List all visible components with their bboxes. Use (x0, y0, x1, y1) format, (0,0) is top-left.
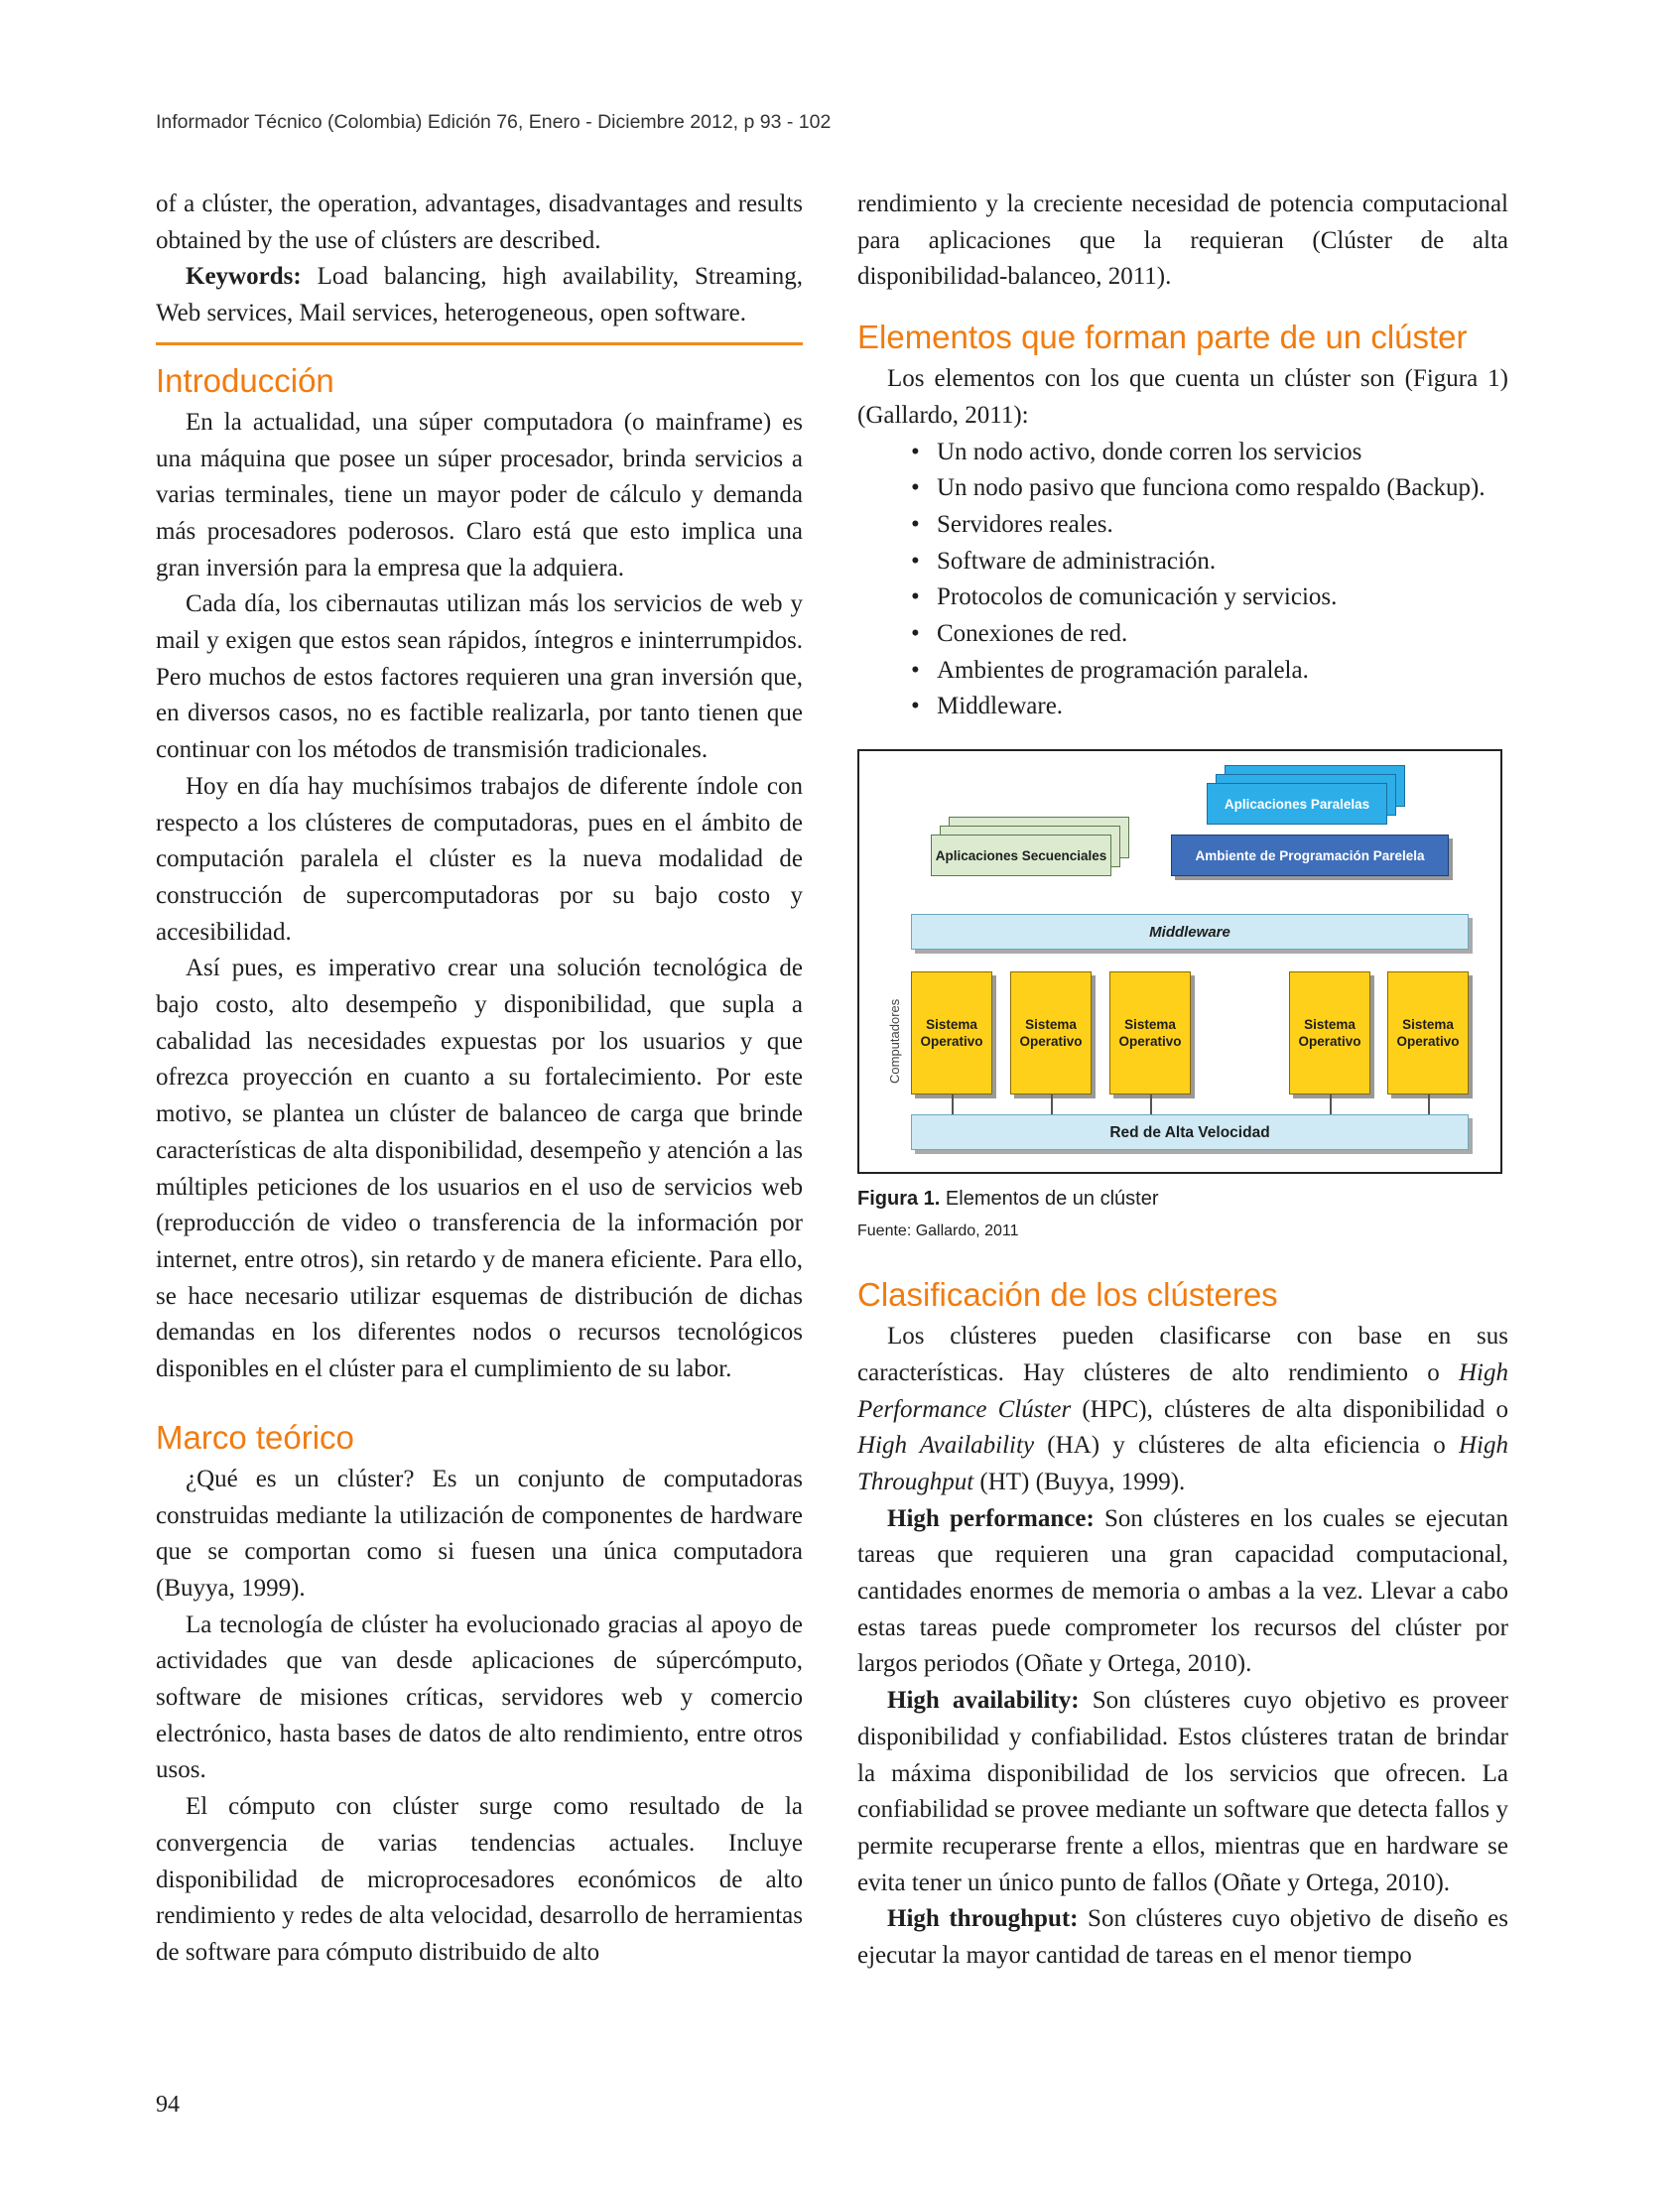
sistema-operativo-box: Sistema Operativo (1387, 971, 1469, 1094)
continuation-paragraph: rendimiento y la creciente necesidad de potencia computacional para aplicaciones que la requieran (Clúster de alta disponibilidad-balanceo, 2011). (857, 191, 1508, 291)
emphasis: High Availability (857, 1432, 1035, 1460)
text-run: Son clústeres cuyo objetivo es proveer disponibilidad y confiabilidad. Estos clústeres tratan de brindar la máxima disponibilidad de los servicios que ofrecen. La confiabilidad se provee mediante un software que detecta fallos y permite recuperarse frente a ellos, mientras que en hardware se evita tener un único punto de fallos (Oñate y Ortega, 2010). (857, 1687, 1508, 1896)
paragraph: Los elementos con los que cuenta un clúster son (Figura 1) (Gallardo, 2011): (857, 365, 1508, 429)
emphasis: High Performance Clúster (857, 1358, 1508, 1423)
section-divider (156, 342, 803, 345)
heading-elementos: Elementos que forman parte de un clúster (857, 319, 1468, 356)
paragraph: El cómputo con clúster surge como resultado de la convergencia de varias tendencias actuales. Incluye disponibilidad de microprocesadores económicos de alto rendimiento y redes de alta velocidad, desarrollo de herramientas de software para cómputo distribuido de alto (156, 1793, 803, 1966)
app-secuenciales-box: Aplicaciones Secuenciales (931, 835, 1111, 876)
page-number: 94 (156, 2092, 180, 2118)
right-column (857, 187, 1508, 1975)
text-run: Los clústeres pueden clasificarse con base en sus características. Hay clústeres de alto rendimiento o (857, 1323, 1508, 1386)
heading-marco-teorico: Marco teórico (156, 1418, 354, 1456)
paragraph: ¿Qué es un clúster? Es un conjunto de computadoras construidas mediante la utilización de componentes de hardware que se comportan como si fuesen una única computadora (Buyya, 1999). (156, 1465, 803, 1602)
emphasis: High Throughput (857, 1432, 1508, 1495)
keywords-paragraph (156, 259, 803, 331)
paragraph (857, 1319, 1508, 1501)
text-run: (HPC), clústeres de alta disponibilidad o (1071, 1395, 1509, 1423)
paragraph: La tecnología de clúster ha evolucionado gracias al apoyo de actividades que van desde aplicaciones de súpercómputo, software de misiones críticas, servidores web y comercio electrónico, hasta bases de datos de alto rendimiento, entre otros usos. (156, 1610, 803, 1784)
computadores-label: Computadores (887, 998, 902, 1085)
paragraph (857, 1901, 1508, 1974)
text-run: (HT) (Buyya, 1999). (973, 1468, 1186, 1495)
term-label: High performance: (887, 1504, 1095, 1532)
list-item: • Ambientes de programación paralela. (911, 653, 1508, 690)
paragraph: Hoy en día hay muchísimos trabajos de diferente índole con respecto a los clústeres de computadoras, pues en el ámbito de computación paralela el clúster es la nueva modalidad de construcción de supercomputadoras por su bajo costo y accesibilidad. (156, 772, 803, 946)
elements-list (857, 435, 1508, 726)
text-run: Son clústeres en los cuales se ejecutan tareas que requieren una gran capacidad computacional, cantidades enormes de memoria o ambas a la vez. Llevar a cabo estas tareas puede comprometer los recursos del clúster por largos periodos (Oñate y Ortega, 2010). (857, 1504, 1509, 1678)
paragraph: Cada día, los cibernautas utilizan más los servicios de web y mail y exigen que estos sean rápidos, íntegros e ininterrumpidos. Pero muchos de estos factores requieren una gran inversión que, en diversos casos, no es factible realizarla, por tanto tienen que continuar con los métodos de transmisión tradicionales. (156, 590, 803, 764)
list-item: • Protocolos de comunicación y servicios. (911, 579, 1508, 616)
paragraph: En la actualidad, una súper computadora (o mainframe) es una máquina que posee un súper procesador, brinda servicios a varias terminales, tiene un mayor poder de cálculo y demanda más procesadores poderosos. Claro está que esto implica una gran inversión para la empresa que la adquiera. (156, 408, 803, 581)
figure-caption-text: Elementos de un clúster (940, 1188, 1159, 1211)
list-item: • Un nodo pasivo que funciona como respaldo (Backup). (911, 470, 1508, 507)
app-paralelas-box: Aplicaciones Paralelas (1207, 783, 1387, 825)
middleware-box: Middleware (911, 914, 1469, 950)
heading-introduccion: Introducción (156, 361, 334, 399)
keywords-label: Keywords: (186, 263, 302, 291)
connector-line (1428, 1094, 1430, 1114)
left-column (156, 187, 803, 1972)
text-run: Son clústeres cuyo objetivo de diseño es ejecutar la mayor cantidad de tareas en el menor tiempo (857, 1905, 1508, 1970)
term-label: High availability: (887, 1687, 1080, 1715)
sistema-operativo-box: Sistema Operativo (1109, 971, 1191, 1094)
figure-source: Fuente: Gallardo, 2011 (857, 1223, 1019, 1240)
cluster-diagram (857, 749, 1502, 1174)
running-header: Informador Técnico (Colombia) Edición 76, Enero - Diciembre 2012, p 93 - 102 (156, 111, 832, 133)
connector-line (1150, 1094, 1152, 1114)
paragraph: Así pues, es imperativo crear una solución tecnológica de bajo costo, alto desempeño y disponibilidad, que supla a cabalidad las necesidades expuestas por los usuarios y que ofrezca proyección en cuanto a su fortalecimiento. Por este motivo, se plantea un clúster de balanceo de carga que brinde características de alta disponibilidad, desempeño y atención a las múltiples peticiones de los usuarios en el uso de servicios web (reproducción de video o transferencia de la información por internet, entre otros), sin retardo y de manera eficiente. Para ello, se hace necesario utilizar esquemas de distribución de dichas demandas en los diferentes nodos o recursos tecnológicos disponibles en el clúster para el cumplimiento de su labor. (156, 955, 803, 1383)
sistema-operativo-box: Sistema Operativo (911, 971, 992, 1094)
list-item: • Software de administración. (911, 544, 1508, 580)
figure-label: Figura 1. (857, 1188, 941, 1211)
list-item: • Servidores reales. (911, 507, 1508, 544)
abstract-tail: of a clúster, the operation, advantages, disadvantages and results obtained by the use of clústers are described. (156, 191, 803, 254)
connector-line (1330, 1094, 1332, 1114)
sistema-operativo-box: Sistema Operativo (1010, 971, 1092, 1094)
text-run: (HA) y clústeres de alta eficiencia o (1034, 1432, 1459, 1460)
heading-clasificacion: Clasificación de los clústeres (857, 1276, 1278, 1314)
list-item: • Middleware. (911, 689, 1508, 725)
list-item: • Un nodo activo, donde corren los servicios (911, 435, 1508, 471)
paragraph (857, 1501, 1508, 1684)
figure-caption (857, 1186, 1508, 1212)
ambiente-programacion-box: Ambiente de Programación Parelela (1171, 835, 1449, 876)
connector-line (1051, 1094, 1053, 1114)
sistema-operativo-box: Sistema Operativo (1289, 971, 1370, 1094)
paragraph (857, 1683, 1508, 1901)
term-label: High throughput: (887, 1905, 1079, 1933)
red-alta-velocidad-box: Red de Alta Velocidad (911, 1114, 1469, 1150)
list-item: • Conexiones de red. (911, 616, 1508, 653)
connector-line (952, 1094, 954, 1114)
keywords-text: Load balancing, high availability, Streaming, Web services, Mail services, heterogeneous, open software. (156, 263, 803, 327)
